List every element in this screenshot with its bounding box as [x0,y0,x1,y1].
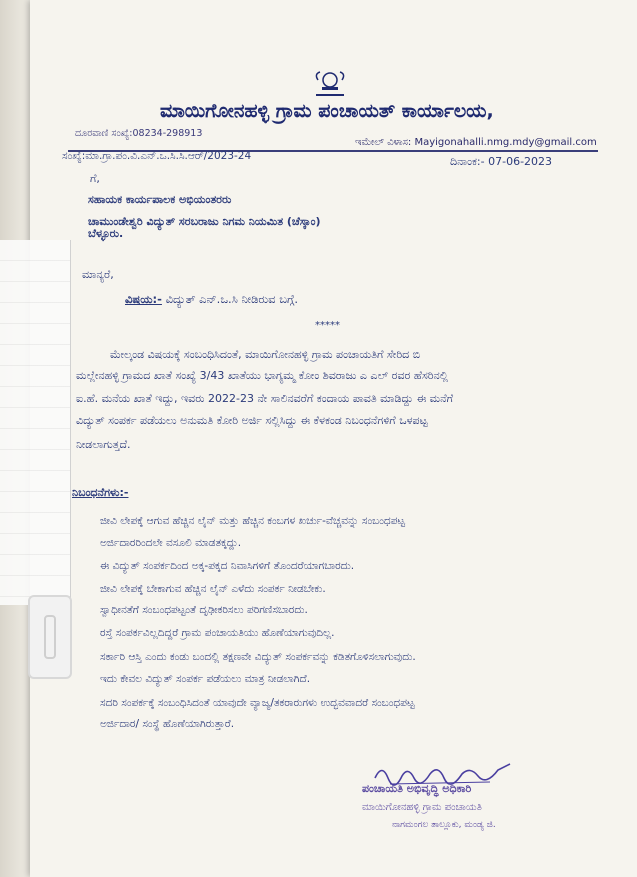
condition-item: ಜೀವಿ ಲೇಪಕ್ಕೆ ಬೇಕಾಗುವ ಹೆಚ್ಚಿನ ಲೈನ್ ಎಳೆದು ಸಂಪರ್ಕ ನೀಡಬೇಕು. [100,583,326,595]
body-line: ಮಲ್ಲೇನಹಳ್ಳಿ ಗ್ರಾಮದ ಖಾತೆ ಸಂಖ್ಯೆ 3/43 ಖಾತೆಯು ಭಾಗ್ಯಮ್ಮ ಕೋಂ ಶಿವರಾಜು ಎ ಎಲ್ ರವರ ಹೆಸರಿನಲ್ಲಿ [76,369,449,382]
condition-item: ಇದು ಕೇವಲ ವಿದ್ಯುತ್ ಸಂಪರ್ಕ ಪಡೆಯಲು ಮಾತ್ರ ನೀಡಲಾಗಿದೆ. [100,673,311,685]
signatory-location: ನಾಗಮಂಗಲ ತಾಲ್ಲೂಕು, ಮಂಡ್ಯ ಜಿ. [392,820,496,830]
subject-label: ವಿಷಯ:- [125,292,162,306]
condition-item: ಈ ವಿದ್ಯುತ್ ಸಂಪರ್ಕದಿಂದ ಅಕ್ಕ-ಪಕ್ಕದ ನಿವಾಸಿಗಳಿಗೆ ತೊಂದರೆಯಾಗಬಾರದು. [100,560,355,572]
body-line: ವಿದ್ಯುತ್ ಸಂಪರ್ಕ ಪಡೆಯಲು ಅನುಮತಿ ಕೋರಿ ಅರ್ಜಿ ಸಲ್ಲಿಸಿದ್ದು ಈ ಕೆಳಕಂಡ ನಿಬಂಧನೆಗಳಿಗೆ ಒಳಪಟ್ಟ [76,414,428,427]
condition-item: ಅರ್ಜಿದಾರ/ ಸಂಸ್ಥೆ ಹೊಣೆಯಾಗಿರುತ್ತಾರೆ. [100,718,235,730]
binder-clip-slot [44,615,56,659]
phone-number: ದೂರವಾಣಿ ಸಂಖ್ಯೆ:08234-298913 [75,128,203,139]
office-title: ಮಾಯಿಗೋನಹಳ್ಳಿ ಗ್ರಾಮ ಪಂಚಾಯತ್ ಕಾರ್ಯಾಲಯ, [160,100,494,122]
recipient-line-2: ಚಾಮುಂಡೇಶ್ವರಿ ವಿದ್ಯುತ್ ಸರಬರಾಜು ನಿಗಮ ನಿಯಮಿತ (ಚೆಸ್ಕಾಂ) [88,215,321,228]
body-line: ಮೇಲ್ಕಂಡ ವಿಷಯಕ್ಕೆ ಸಂಬಂಧಿಸಿದಂತೆ, ಮಾಯಿಗೋನಹಳ್ಳಿ ಗ್ರಾಮ ಪಂಚಾಯತಿಗೆ ಸೇರಿದ ಬಿ [110,348,421,361]
recipient-line-3: ಬೆಳ್ಳೂರು. [88,227,124,240]
condition-item: ಸರ್ಕಾರಿ ಆಸ್ತಿ ಎಂದು ಕಂಡು ಬಂದಲ್ಲಿ ತಕ್ಷಣವೇ ವಿದ್ಯುತ್ ಸಂಪರ್ಕವನ್ನು ಕಡಿತಗೊಳಿಸಲಾಗುವುದು. [100,651,416,663]
separator-stars: ***** [315,320,340,331]
emblem-icon [310,68,350,100]
condition-item: ಸದರಿ ಸಂಪರ್ಕಕ್ಕೆ ಸಂಬಂಧಿಸಿದಂತೆ ಯಾವುದೇ ವ್ಯಾಜ್ಯ/ತಕರಾರುಗಳು ಉದ್ಭವವಾದರೆ ಸಂಬಂಧಪಟ್ಟ [100,697,415,709]
recipient-to: ಗೆ, [90,172,100,185]
salutation: ಮಾನ್ಯರೆ, [82,268,114,281]
conditions-heading: ನಿಬಂಧನೆಗಳು:- [72,486,129,499]
condition-item: ಜೀವಿ ಲೇಪಕ್ಕೆ ಆಗುವ ಹೆಚ್ಚಿನ ಲೈನ್ ಮತ್ತು ಹೆಚ್ಚಿನ ಕಂಬಗಳ ಖರ್ಚು-ವೆಚ್ಚವನ್ನು ಸಂಬಂಧಪಟ್ಟ [100,515,406,527]
signatory-title: ಪಂಚಾಯತಿ ಅಭಿವೃದ್ಧಿ ಅಧಿಕಾರಿ [362,782,472,795]
recipient-line-1: ಸಹಾಯಕ ಕಾರ್ಯಪಾಲಕ ಅಭಿಯಂತರರು [88,193,232,206]
email-address: ಇಮೇಲ್ ವಿಳಾಸ: Mayigonahalli.nmg.mdy@gmail.com [355,137,597,148]
subject-text: ವಿದ್ಯುತ್ ಎನ್.ಒ.ಸಿ ನೀಡಿರುವ ಬಗ್ಗೆ. [161,292,298,306]
condition-item: ಸ್ವಾಧೀನತೆಗೆ ಸಂಬಂಧಪಟ್ಟಂತೆ ದೃಢೀಕರಿಸಲು ಪರಿಗಣಿಸಬಾರದು. [100,604,308,616]
slip-lines [0,240,70,605]
letter-date: ದಿನಾಂಕ:- 07-06-2023 [450,155,553,168]
condition-item: ಅರ್ಜಿದಾರರಿಂದಲೇ ವಸೂಲಿ ಮಾಡತಕ್ಕದ್ದು. [100,537,242,549]
body-line: ನೀಡಲಾಗುತ್ತದೆ. [76,438,131,451]
subject-line [125,292,298,307]
condition-item: ರಸ್ತೆ ಸಂಪರ್ಕವಿಲ್ಲದಿದ್ದರೆ ಗ್ರಾಮ ಪಂಚಾಯತಿಯು ಹೊಣೆಯಾಗುವುದಿಲ್ಲ. [100,627,335,639]
reference-number: ಸಂಖ್ಯೆ:ಮಾ.ಗ್ರಾ.ಪಂ.ವಿ.ಎನ್.ಒ.ಸಿ.ಸಿ.ಆರ್/2023-24 [62,150,252,162]
signatory-office: ಮಾಯಿಗೋನಹಳ್ಳಿ ಗ್ರಾಮ ಪಂಚಾಯತಿ [362,802,482,813]
body-line: ಐ.ಹೆ. ಮನೆಯ ಖಾತೆ ಇದ್ದು, ಇವರು 2022-23 ನೇ ಸಾಲಿನವರೆಗೆ ಕಂದಾಯ ಪಾವತಿ ಮಾಡಿದ್ದು ಈ ಮನೆಗೆ [76,392,454,405]
